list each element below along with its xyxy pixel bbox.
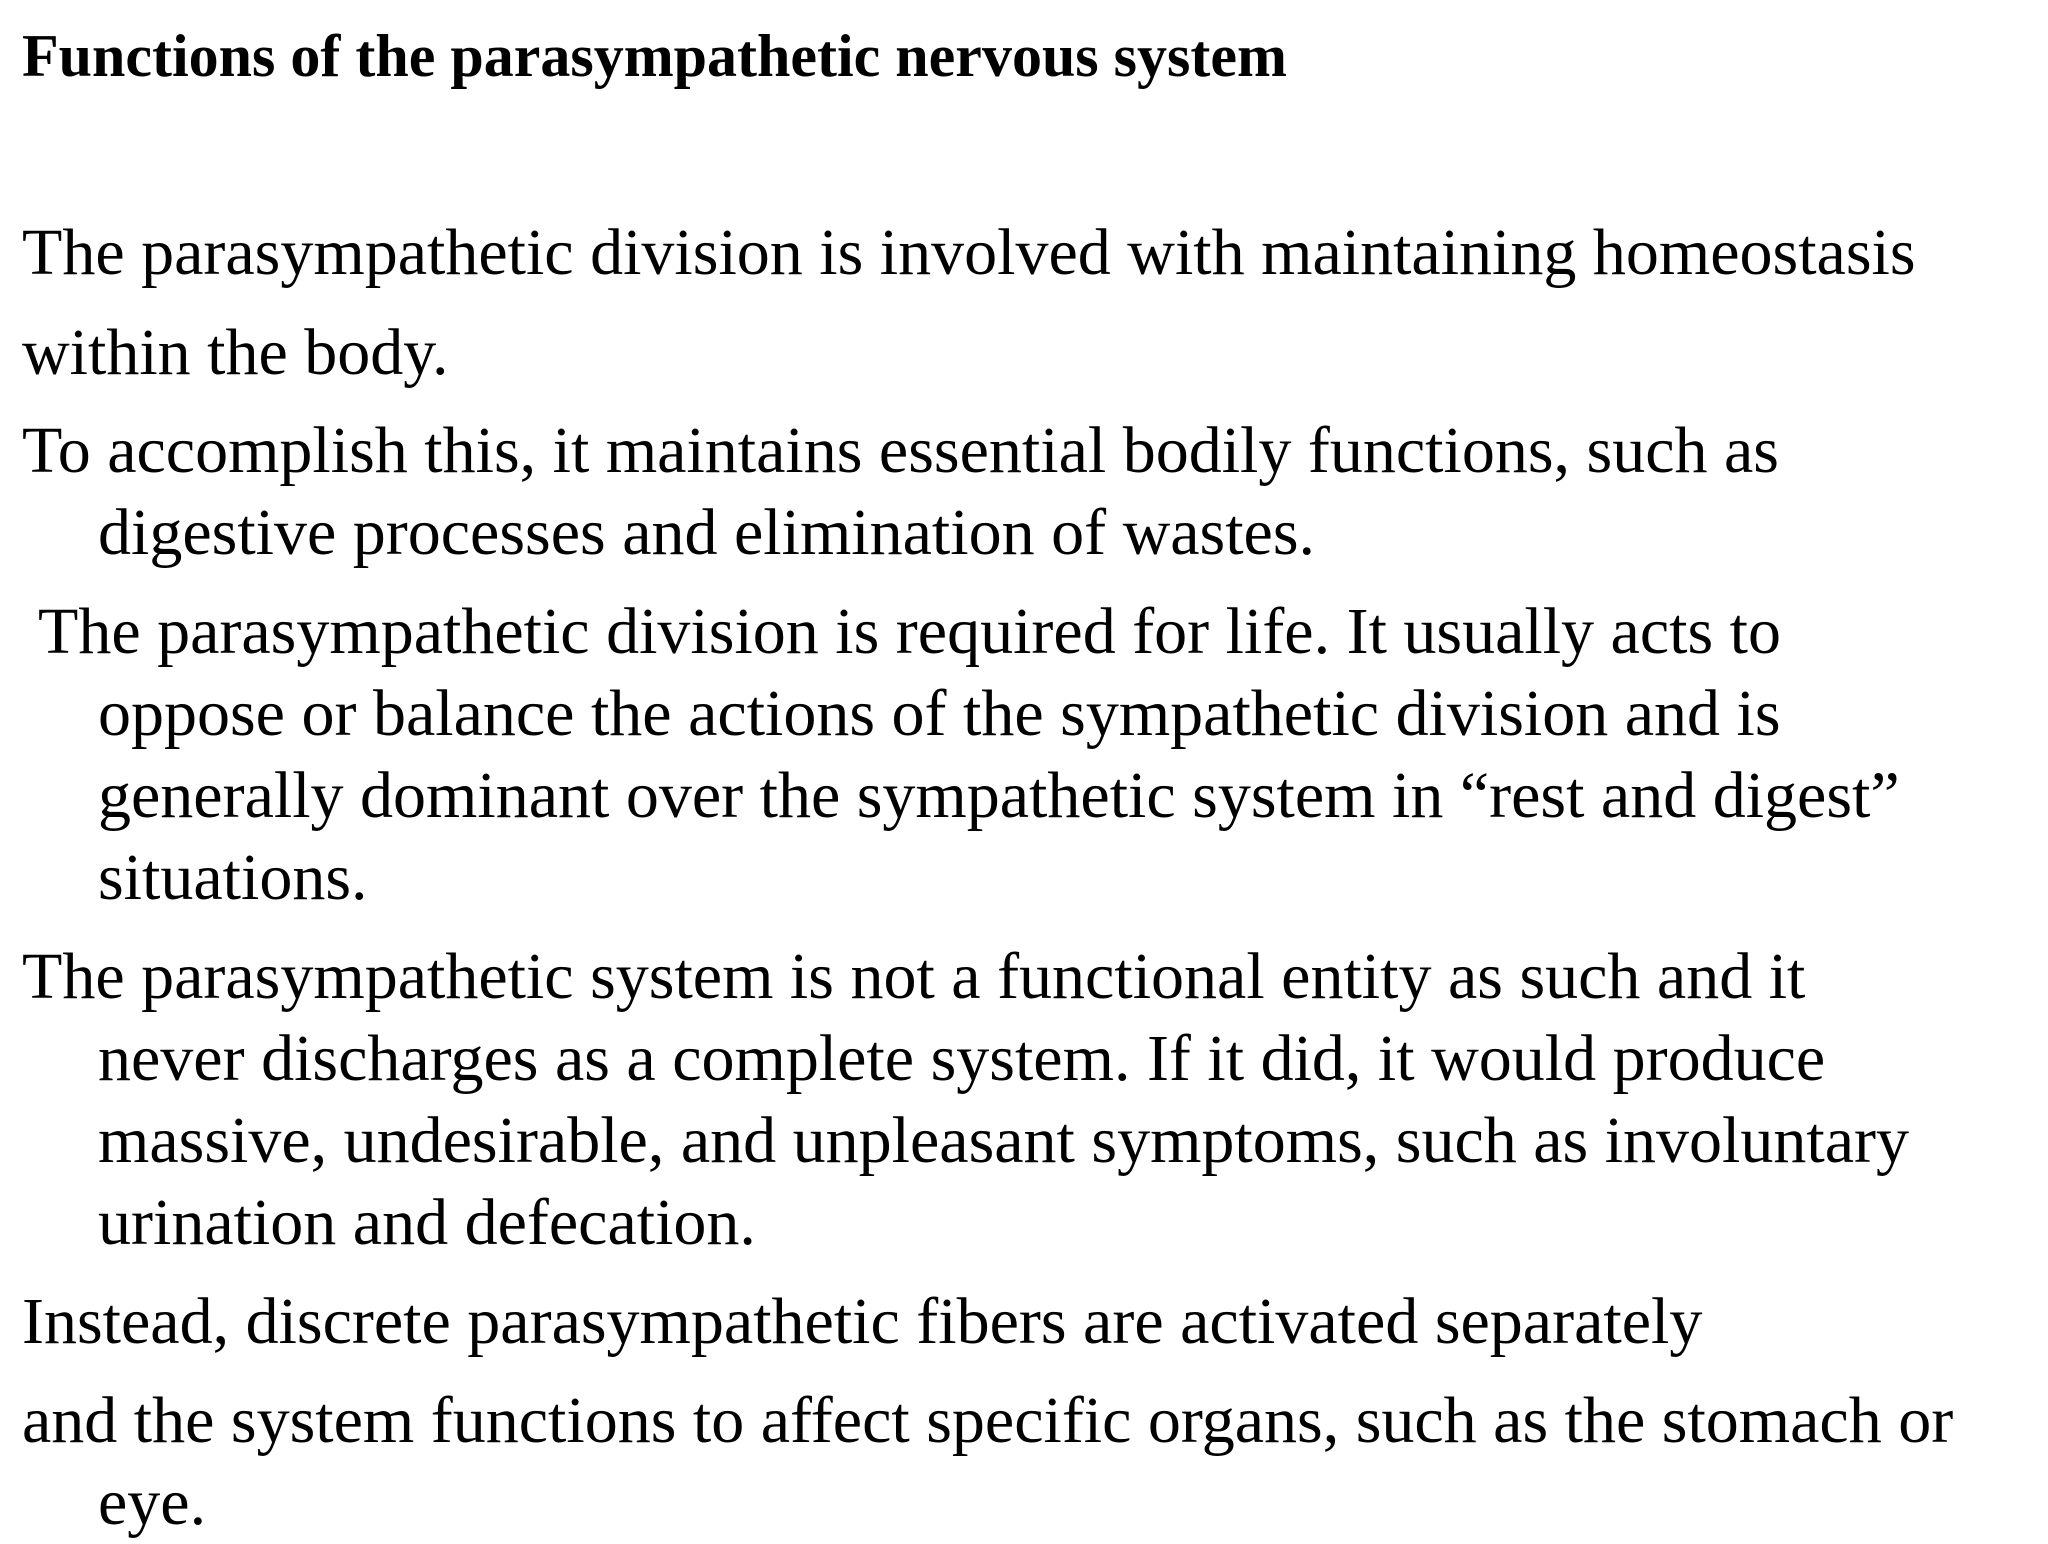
body-line: generally dominant over the sympathetic system in “rest and digest” [98,759,1900,832]
body-line: digestive processes and elimination of wastes. [98,496,1316,569]
body-line: To accomplish this, it maintains essential bodily functions, such as [22,414,1779,487]
body-line: within the body. [22,316,449,389]
body-line: The parasympathetic division is involved with maintaining homeostasis [22,216,1916,289]
body-line: oppose or balance the actions of the sympathetic division and is [98,677,1781,750]
body-line: never discharges as a complete system. If it did, it would produce [98,1022,1826,1095]
body-line: situations. [98,841,368,914]
page-title: Functions of the parasympathetic nervous system [22,23,1287,89]
body-line: and the system functions to affect specific organs, such as the stomach or [22,1384,1954,1457]
body-line: The parasympathetic system is not a functional entity as such and it [22,940,1806,1013]
body-line: eye. [98,1466,207,1539]
body-line: urination and defecation. [98,1186,756,1259]
body-line: Instead, discrete parasympathetic fibers are activated separately [22,1285,1703,1358]
body-line: massive, undesirable, and unpleasant symptoms, such as involuntary [98,1104,1910,1177]
body-line: The parasympathetic division is required for life. It usually acts to [38,595,1782,668]
